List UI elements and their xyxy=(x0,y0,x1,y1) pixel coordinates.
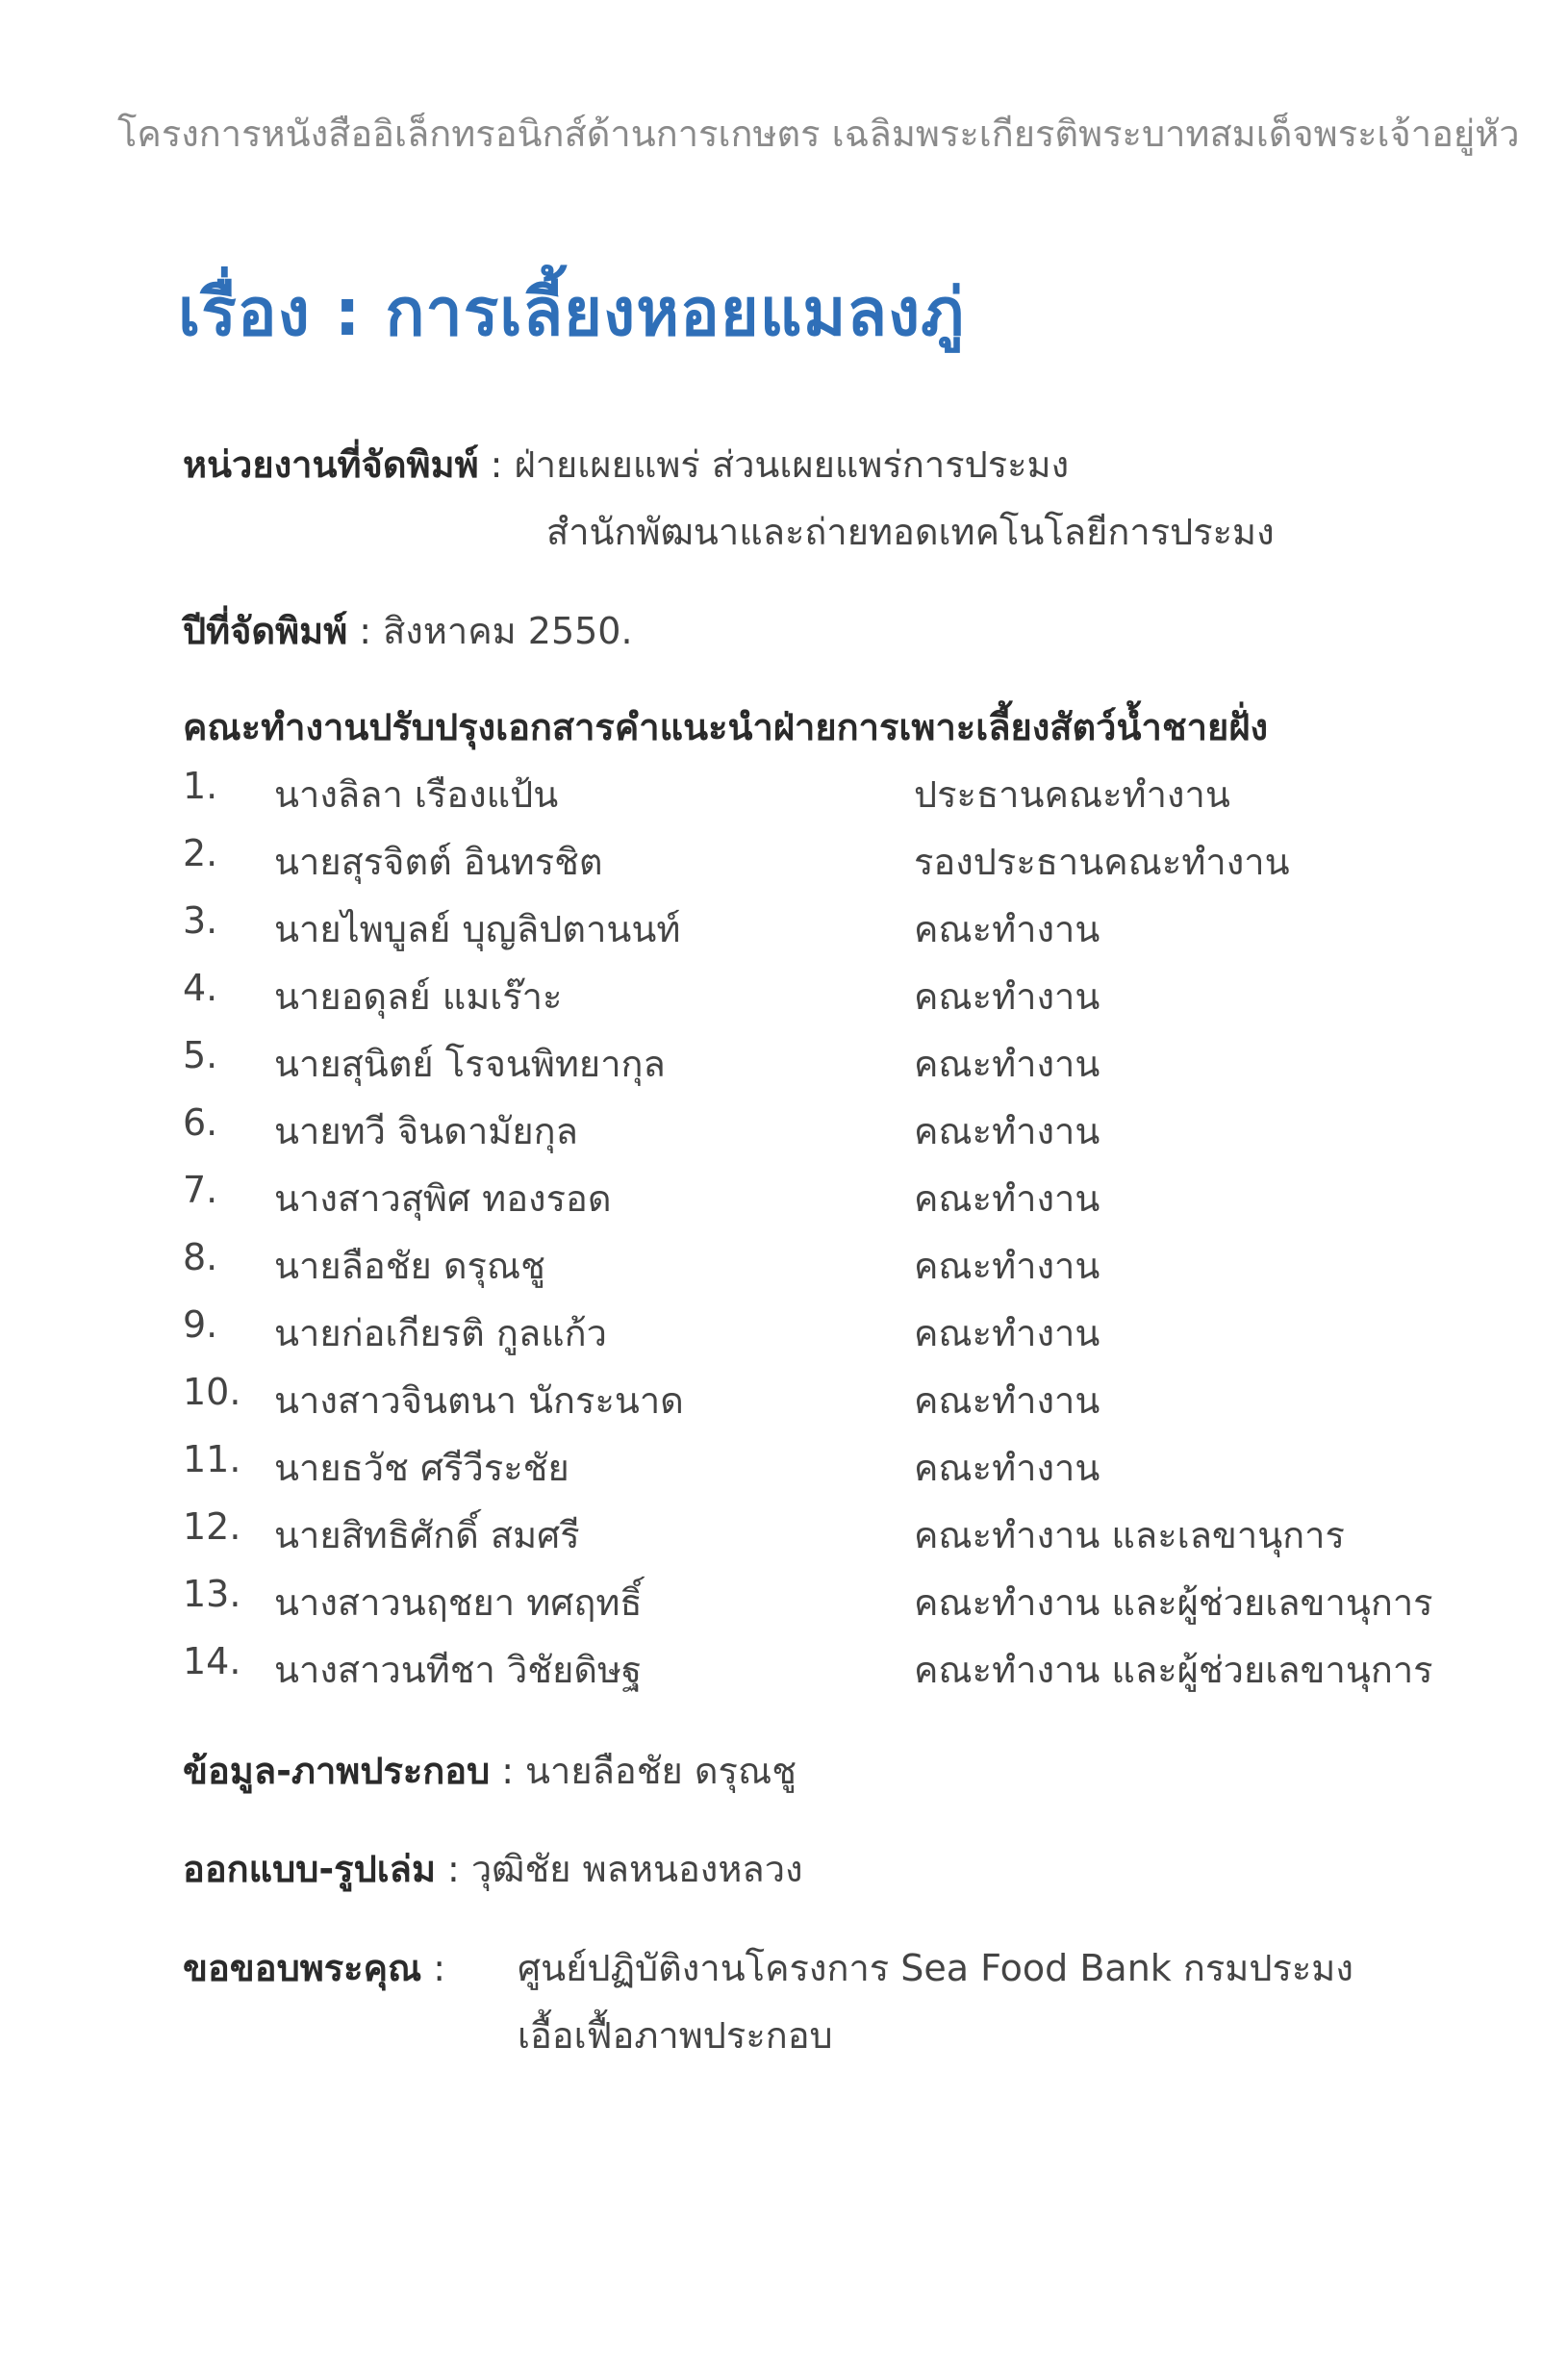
year-sep: : xyxy=(359,610,372,652)
list-item xyxy=(183,1169,1491,1236)
publisher-line1: ฝ่ายเผยแพร่ ส่วนเผยแพร่การประมง xyxy=(514,443,1070,486)
design-label: ออกแบบ-รูปเล่ม xyxy=(183,1848,437,1890)
list-item xyxy=(183,967,1491,1034)
member-role: คณะทำงาน xyxy=(914,1245,1100,1287)
member-name: นายลือชัย ดรุณชู xyxy=(274,1245,545,1287)
member-number: 1. xyxy=(183,765,218,807)
thanks-line2: เอื้อเฟื้อภาพประกอบ xyxy=(518,2014,833,2057)
member-number: 6. xyxy=(183,1101,218,1144)
member-role: คณะทำงาน xyxy=(914,1447,1100,1489)
year-label: ปีที่จัดพิมพ์ xyxy=(183,610,348,652)
list-item xyxy=(183,765,1491,832)
member-role: รองประธานคณะทำงาน xyxy=(914,841,1290,883)
publisher-line2: สำนักพัฒนาและถ่ายทอดเทคโนโลยีการประมง xyxy=(546,511,1275,553)
info-field xyxy=(183,1741,797,1800)
running-header: โครงการหนังสืออิเล็กทรอนิกส์ด้านการเกษตร เฉลิมพระเกียรติพระบาทสมเด็จพระเจ้าอยู่หัว xyxy=(117,113,1520,155)
member-number: 7. xyxy=(183,1169,218,1211)
list-item xyxy=(183,1640,1491,1707)
publisher-sep: : xyxy=(490,443,503,486)
member-number: 9. xyxy=(183,1303,218,1346)
member-name: นายสุนิตย์ โรจนพิทยากุล xyxy=(274,1043,666,1085)
member-number: 3. xyxy=(183,899,218,942)
thanks-field xyxy=(183,1938,457,1997)
member-number: 10. xyxy=(183,1371,241,1413)
list-item xyxy=(183,1371,1491,1438)
member-number: 8. xyxy=(183,1236,218,1278)
member-role: คณะทำงาน xyxy=(914,1177,1100,1220)
member-name: นายอดุลย์ แมเร๊าะ xyxy=(274,975,563,1018)
member-role: คณะทำงาน xyxy=(914,1379,1100,1422)
member-name: นายไพบูลย์ บุญลิปตานนท์ xyxy=(274,908,681,950)
member-number: 2. xyxy=(183,832,218,874)
design-value: วุฒิชัย พลหนองหลวง xyxy=(470,1848,803,1890)
member-number: 12. xyxy=(183,1505,241,1548)
year-value: สิงหาคม 2550. xyxy=(383,610,633,652)
member-number: 5. xyxy=(183,1034,218,1076)
thanks-line1: ศูนย์ปฏิบัติงานโครงการ Sea Food Bank กรมประมง xyxy=(518,1947,1353,1989)
info-value: นายลือชัย ดรุณชู xyxy=(525,1750,797,1792)
member-name: นางสาวนฤชยา ทศฤทธิ์ xyxy=(274,1581,643,1624)
list-item xyxy=(183,1438,1491,1505)
member-name: นางสาวจินตนา นักระนาด xyxy=(274,1379,684,1422)
member-name: นายธวัช ศรีวีระชัย xyxy=(274,1447,569,1489)
member-role: คณะทำงาน และเลขานุการ xyxy=(914,1514,1345,1556)
member-number: 4. xyxy=(183,967,218,1009)
list-item xyxy=(183,1505,1491,1573)
info-sep: : xyxy=(501,1750,515,1792)
list-item xyxy=(183,1303,1491,1371)
member-name: นายทวี จินดามัยกุล xyxy=(274,1110,578,1152)
committee-member-list xyxy=(183,765,1491,1707)
member-role: คณะทำงาน xyxy=(914,1312,1100,1354)
document-title: เรื่อง : การเลี้ยงหอยแมลงภู่ xyxy=(178,275,966,351)
member-role: คณะทำงาน และผู้ช่วยเลขานุการ xyxy=(914,1581,1433,1624)
member-role: คณะทำงาน xyxy=(914,1110,1100,1152)
info-label: ข้อมูล-ภาพประกอบ xyxy=(183,1750,491,1792)
member-name: นายสุรจิตต์ อินทรชิต xyxy=(274,841,603,883)
member-number: 13. xyxy=(183,1573,241,1615)
list-item xyxy=(183,1236,1491,1303)
thanks-label: ขอขอบพระคุณ xyxy=(183,1947,422,1989)
list-item xyxy=(183,1573,1491,1640)
committee-heading: คณะทำงานปรับปรุงเอกสารคำแนะนำฝ่ายการเพาะเลี้ยงสัตว์น้ำชายฝั่ง xyxy=(183,706,1269,748)
publisher-field xyxy=(183,435,1069,493)
list-item xyxy=(183,899,1491,967)
design-sep: : xyxy=(447,1848,460,1890)
thanks-sep: : xyxy=(433,1947,446,1989)
design-field xyxy=(183,1839,803,1898)
member-number: 14. xyxy=(183,1640,241,1682)
list-item xyxy=(183,1034,1491,1101)
member-name: นางสาวนทีชา วิชัยดิษฐ xyxy=(274,1649,643,1691)
member-role: คณะทำงาน xyxy=(914,1043,1100,1085)
member-name: นางลิลา เรืองแป้น xyxy=(274,773,559,816)
member-role: คณะทำงาน xyxy=(914,908,1100,950)
member-name: นางสาวสุพิศ ทองรอด xyxy=(274,1177,612,1220)
list-item xyxy=(183,832,1491,899)
publisher-label: หน่วยงานที่จัดพิมพ์ xyxy=(183,443,479,486)
member-number: 11. xyxy=(183,1438,241,1480)
member-role: คณะทำงาน xyxy=(914,975,1100,1018)
member-role: คณะทำงาน และผู้ช่วยเลขานุการ xyxy=(914,1649,1433,1691)
list-item xyxy=(183,1101,1491,1169)
year-field xyxy=(183,601,633,660)
member-name: นายก่อเกียรติ กูลแก้ว xyxy=(274,1312,607,1354)
member-role: ประธานคณะทำงาน xyxy=(914,773,1230,816)
member-name: นายสิทธิศักดิ์ สมศรี xyxy=(274,1514,580,1556)
